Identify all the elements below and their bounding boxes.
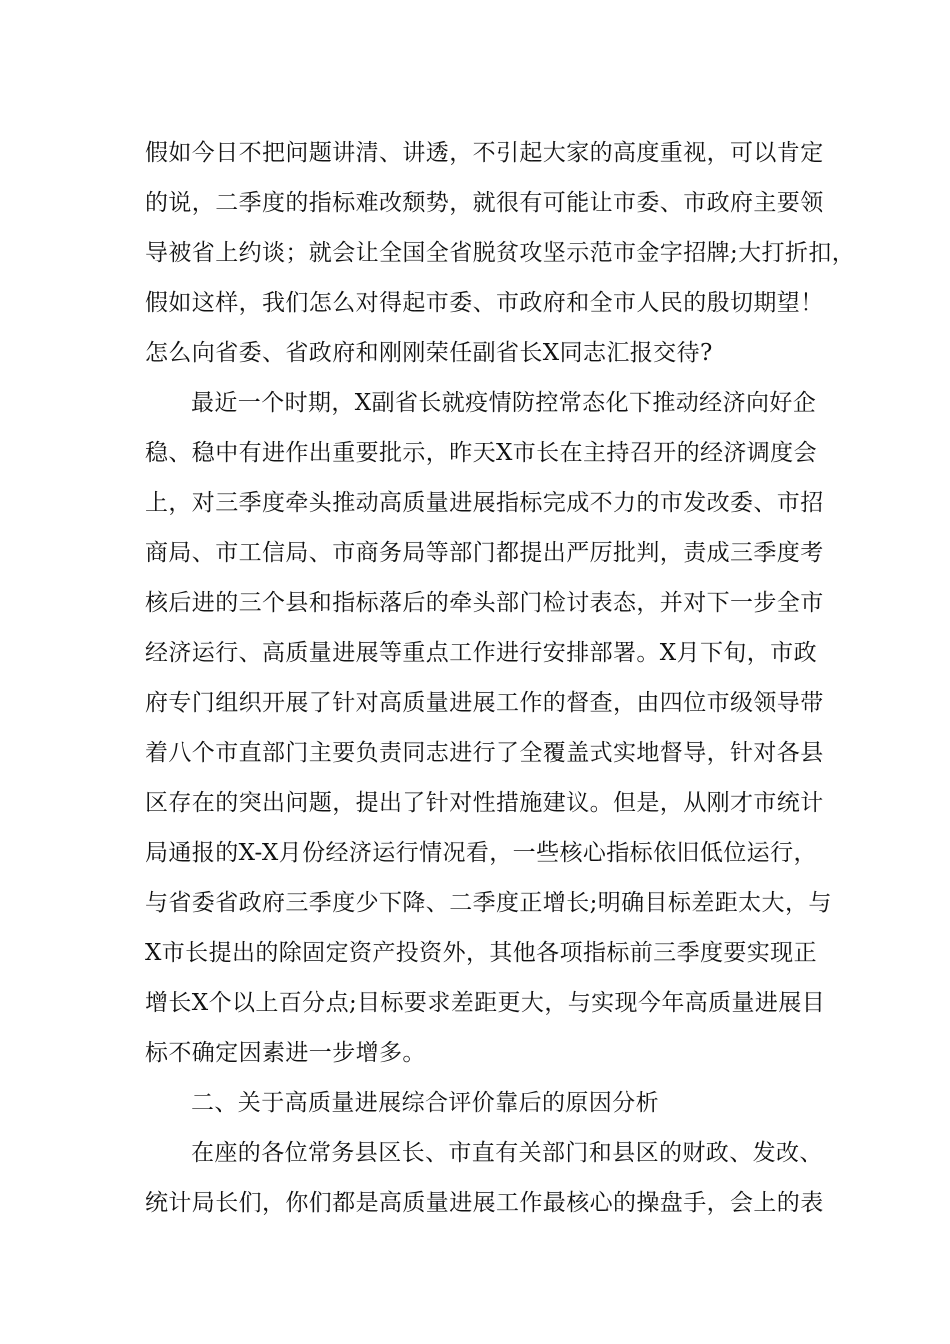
text-line: 怎么向省委、省政府和刚刚荣任副省长X同志汇报交待?: [145, 340, 713, 366]
text-line: 经济运行、高质量进展等重点工作进行安排部署。X月下旬，市政: [145, 640, 817, 666]
text-line: 稳、稳中有进作出重要批示，昨天X市长在主持召开的经济调度会: [145, 440, 817, 466]
text-line: 区存在的突出问题，提出了针对性措施建议。但是，从刚才市统计: [145, 790, 824, 816]
text-line: 最近一个时期，X副省长就疫情防控常态化下推动经济向好企: [191, 390, 817, 416]
text-line: 导被省上约谈；就会让全国全省脱贫攻坚示范市金字招牌;大打折扣，: [145, 240, 856, 266]
text-line: 商局、市工信局、市商务局等部门都提出严厉批判，责成三季度考: [145, 540, 824, 566]
text-line: 的说，二季度的指标难改颓势，就很有可能让市委、市政府主要领: [145, 190, 824, 216]
text-line: 着八个市直部门主要负责同志进行了全覆盖式实地督导，针对各县: [145, 740, 824, 766]
text-line: 与省委省政府三季度少下降、二季度正增长;明确目标差距太大，与: [145, 890, 832, 916]
text-line: 府专门组织开展了针对高质量进展工作的督查，由四位市级领导带: [145, 690, 824, 716]
text-line: X市长提出的除固定资产投资外，其他各项指标前三季度要实现正: [145, 940, 817, 966]
text-line: 标不确定因素进一步增多。: [145, 1040, 426, 1066]
text-line: 在座的各位常务县区长、市直有关部门和县区的财政、发改、: [191, 1140, 823, 1166]
text-line: 上，对三季度牵头推动高质量进展指标完成不力的市发改委、市招: [145, 490, 824, 516]
text-line: 增长X个以上百分点;目标要求差距更大，与实现今年高质量进展目: [145, 990, 826, 1016]
text-line: 核后进的三个县和指标落后的牵头部门检讨表态，并对下一步全市: [145, 590, 824, 616]
text-line: 统计局长们，你们都是高质量进展工作最核心的操盘手，会上的表: [145, 1190, 824, 1216]
section-heading: 二、关于高质量进展综合评价靠后的原因分析: [191, 1090, 659, 1116]
text-line: 假如这样，我们怎么对得起市委、市政府和全市人民的殷切期望！: [145, 290, 824, 316]
text-line: 局通报的X-X月份经济运行情况看，一些核心指标依旧低位运行，: [145, 840, 817, 866]
text-line: 假如今日不把问题讲清、讲透，不引起大家的高度重视，可以肯定: [145, 140, 824, 166]
